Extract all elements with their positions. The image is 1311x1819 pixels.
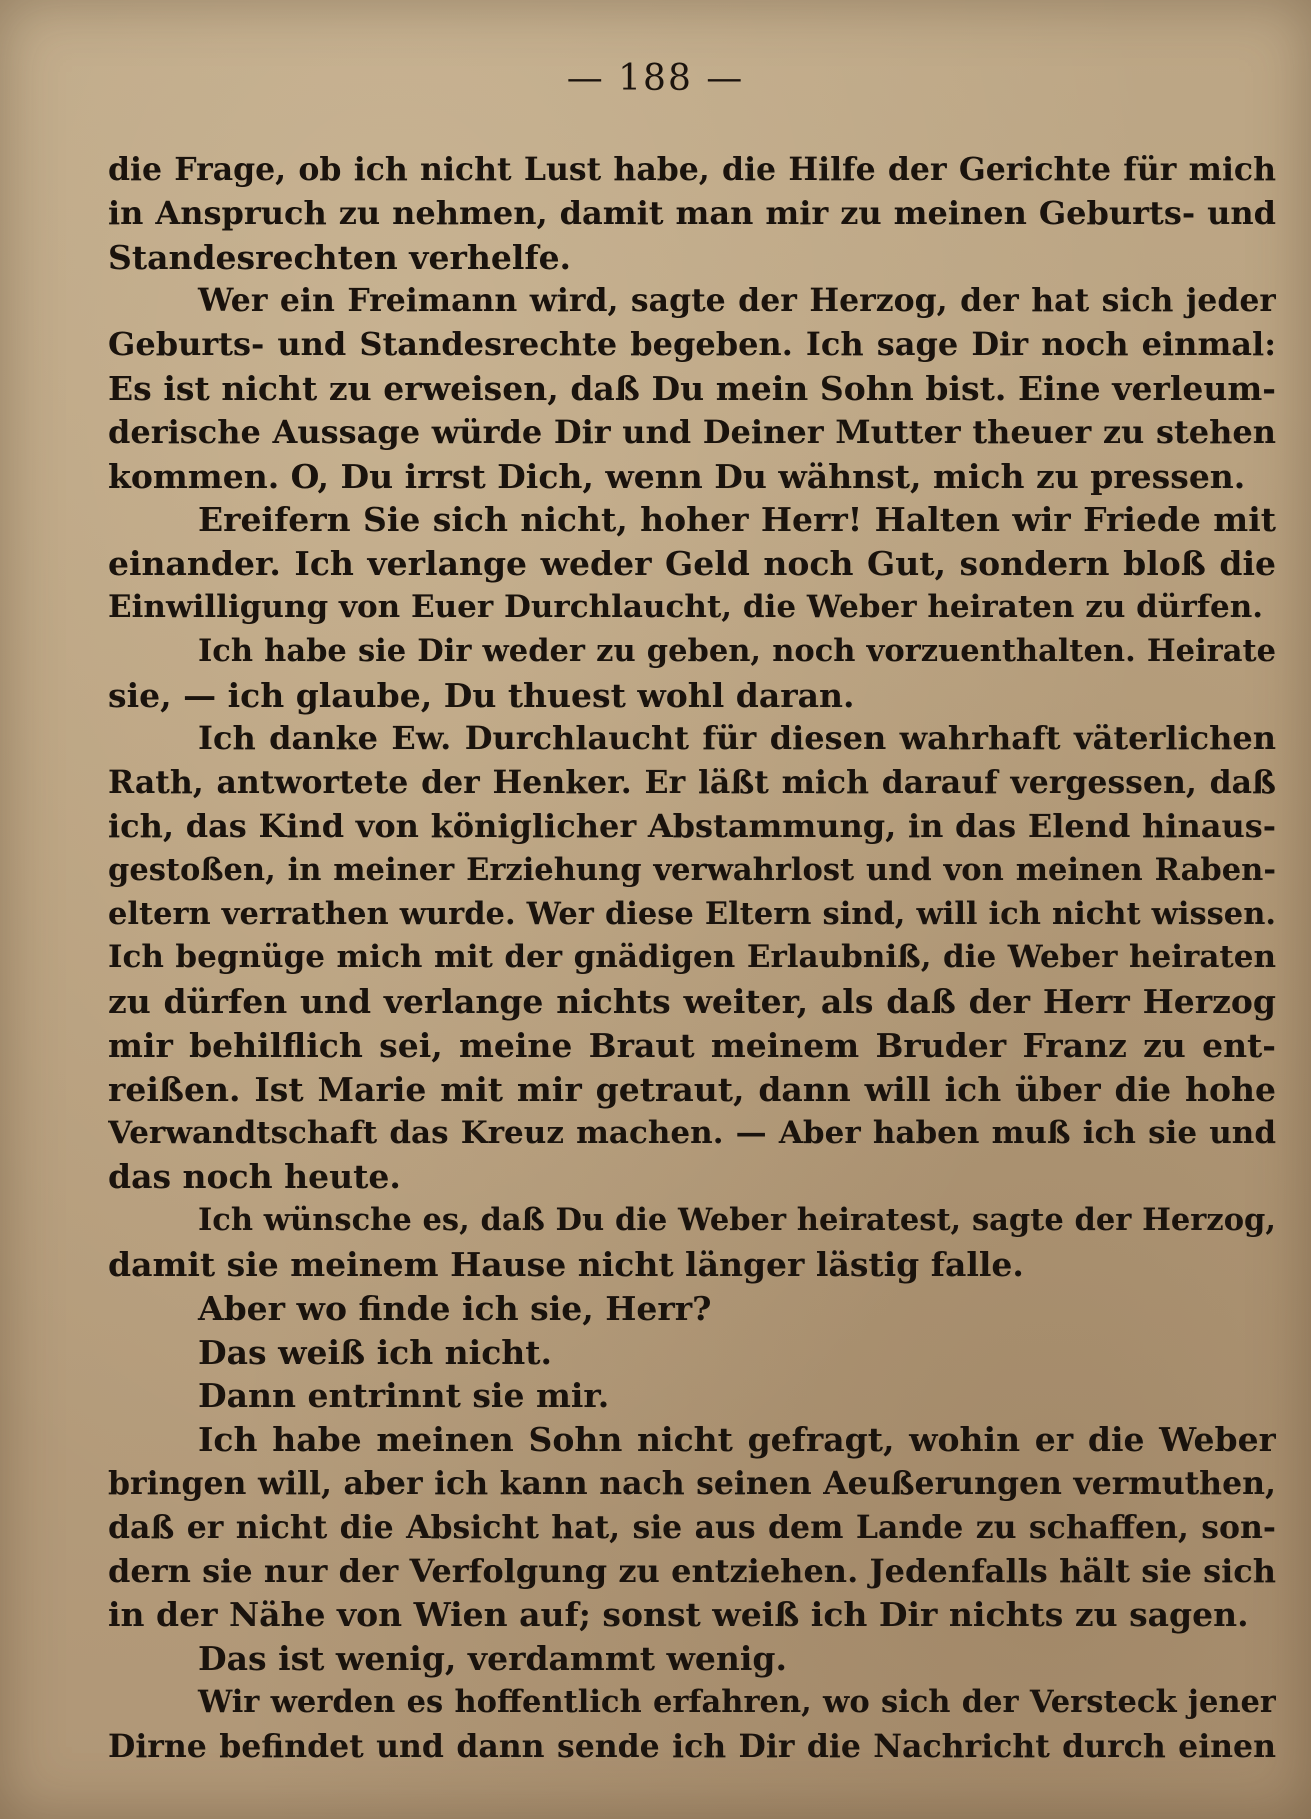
text-line: ich, das Kind von königlicher Abstammung, in das Elend hinaus- — [108, 806, 1276, 845]
text-line: damit sie meinem Hause nicht länger lästig falle. — [108, 1244, 1024, 1284]
text-line: daß er nicht die Absicht hat, sie aus dem Lande zu schaffen, son- — [108, 1508, 1276, 1546]
text-line: Das ist wenig, verdammt wenig. — [198, 1639, 787, 1679]
text-line: Wir werden es hoffentlich erfahren, wo sich der Versteck jener — [198, 1683, 1276, 1720]
text-line: Ich wünsche es, daß Du die Weber heiratest, sagte der Herzog, — [198, 1202, 1276, 1239]
text-line: zu dürfen und verlange nichts weiter, als daß der Herr Herzog — [108, 982, 1276, 1022]
text-line: die Frage, ob ich nicht Lust habe, die Hilfe der Gerichte für mich — [108, 151, 1276, 188]
text-line: dern sie nur der Verfolgung zu entziehen. Jedenfalls hält sie sich — [108, 1551, 1276, 1590]
text-line: Es ist nicht zu erweisen, daß Du mein Sohn bist. Eine verleum- — [108, 368, 1276, 408]
text-line: Wer ein Freimann wird, sagte der Herzog, der hat sich jeder — [198, 282, 1276, 320]
text-line: Ich begnüge mich mit der gnädigen Erlaubniß, die Weber heiraten — [108, 939, 1276, 976]
text-line: reißen. Ist Marie mit mir getraut, dann will ich über die hohe — [108, 1069, 1276, 1109]
page-number: — 188 — — [566, 58, 745, 99]
text-line: gestoßen, in meiner Erziehung verwahrlost und von meinen Raben- — [108, 851, 1276, 888]
text-line: Ich habe sie Dir weder zu geben, noch vorzuenthalten. Heirate — [198, 632, 1276, 669]
text-line: Verwandtschaft das Kreuz machen. — Aber haben muß ich sie und — [108, 1114, 1276, 1151]
text-line: Das weiß ich nicht. — [198, 1332, 553, 1372]
text-line: in Anspruch zu nehmen, damit man mir zu meinen Geburts- und — [108, 193, 1276, 232]
text-line: eltern verrathen wurde. Wer diese Eltern sind, will ich nicht wissen. — [108, 895, 1276, 932]
text-line: derische Aussage würde Dir und Deiner Mutter theuer zu stehen — [108, 412, 1276, 451]
text-line: in der Nähe von Wien auf; sonst weiß ich Dir nichts zu sagen. — [108, 1595, 1249, 1635]
text-line: Dann entrinnt sie mir. — [198, 1376, 610, 1416]
text-line: bringen will, aber ich kann nach seinen Aeußerungen vermuthen, — [108, 1464, 1276, 1502]
text-line: mir behilflich sei, meine Braut meinem Bruder Franz zu ent- — [108, 1025, 1276, 1065]
text-line: sie, — ich glaube, Du thuest wohl daran. — [108, 675, 855, 715]
text-line: Standesrechten verhelfe. — [108, 237, 572, 277]
text-line: das noch heute. — [108, 1157, 401, 1197]
text-line: Rath, antwortete der Henker. Er läßt mich darauf vergessen, daß — [108, 764, 1276, 802]
text-line: Aber wo finde ich sie, Herr? — [198, 1288, 712, 1328]
text-line: Ich habe meinen Sohn nicht gefragt, wohin er die Weber — [198, 1420, 1276, 1460]
text-line: Geburts- und Standesrechte begeben. Ich sage Dir noch einmal: — [108, 325, 1276, 364]
text-line: einander. Ich verlange weder Geld noch Gut, sondern bloß die — [108, 544, 1276, 584]
body-text — [108, 148, 1276, 1768]
text-line: Einwilligung von Euer Durchlaucht, die Weber heiraten zu dürfen. — [108, 588, 1264, 625]
text-line: Ich danke Ew. Durchlaucht für diesen wahrhaft väterlichen — [198, 719, 1276, 758]
text-line: Dirne befindet und dann sende ich Dir die Nachricht durch einen — [108, 1727, 1276, 1765]
text-line: kommen. O, Du irrst Dich, wenn Du wähnst, mich zu pressen. — [108, 456, 1246, 496]
text-line: Ereifern Sie sich nicht, hoher Herr! Halten wir Friede mit — [198, 500, 1276, 540]
